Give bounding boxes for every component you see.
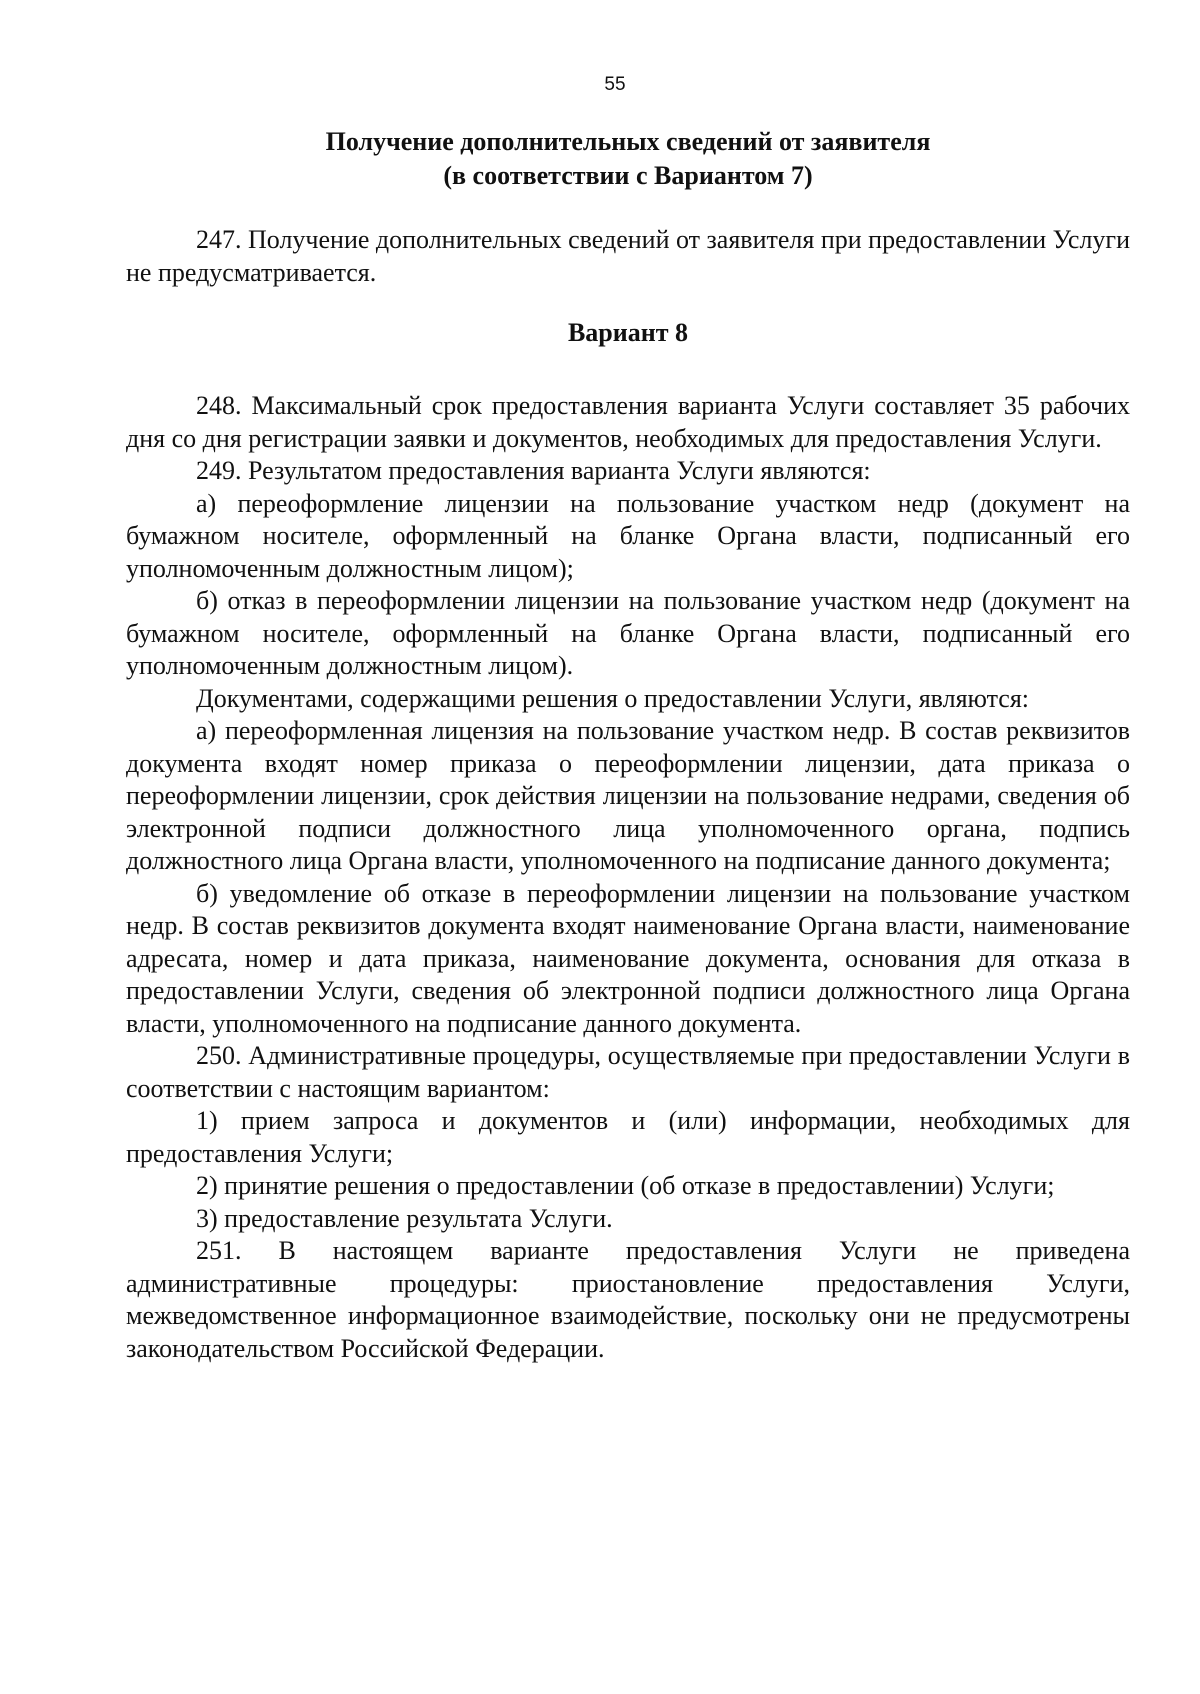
variant-heading: Вариант 8 [567,318,689,347]
paragraph-249: 249. Результатом предоставления варианта Услуги являются: [196,456,871,485]
page-number: 55 [604,74,626,95]
paragraph-247: 247. Получение дополнительных сведений от заявителя при предоставлении Услуги не предусматривается. [126,225,1130,287]
variant-8-body [126,390,1130,1365]
paragraph-documents: Документами, содержащими решения о предоставлении Услуги, являются: [196,683,1030,713]
paragraph-documents-a: а) переоформленная лицензия на пользование участком недр. В состав реквизитов документа входят номер приказа о переоформлении лицензии, дата приказа о переоформлении лицензии, срок действия лицензии на пользование недрами, сведения об электронной подписи должностного лица уполномоченного органа, подпись должностного лица Органа власти, уполномоченного на подписание данного документа; [126,716,1130,875]
paragraph-249-a: а) переоформление лицензии на пользование участком недр (документ на бумажном носителе, оформленный на бланке Органа власти, подписанный его уполномоченным должностным лицом); [126,488,1130,583]
section-heading [126,125,1130,193]
section-heading-line-1: Получение дополнительных сведений от заявителя [325,127,931,156]
paragraph-250: 250. Административные процедуры, осуществляемые при предоставлении Услуги в соответствии с настоящим вариантом: [126,1041,1130,1103]
paragraph-248: 248. Максимальный срок предоставления варианта Услуги составляет 35 рабочих дня со дня регистрации заявки и документов, необходимых для предоставления Услуги. [126,391,1130,453]
paragraph-251: 251. В настоящем варианте предоставления Услуги не приведена административные процедуры: приостановление предоставления Услуги, межведомственное информационное взаимодействие, поскольку они не предусмотрены законодательством Российской Федерации. [126,1236,1130,1363]
paragraph-250-1: 1) прием запроса и документов и (или) информации, необходимых для предоставления Услуги; [126,1106,1130,1168]
paragraph-250-2: 2) принятие решения о предоставлении (об отказе в предоставлении) Услуги; [196,1171,1055,1200]
paragraph-249-b: б) отказ в переоформлении лицензии на пользование участком недр (документ на бумажном носителе, оформленный на бланке Органа власти, подписанный его уполномоченным должностным лицом). [126,586,1130,680]
paragraph-250-3: 3) предоставление результата Услуги. [196,1203,613,1233]
paragraph-documents-b: б) уведомление об отказе в переоформлении лицензии на пользование участком недр. В состав реквизитов документа входят наименование Органа власти, наименование адресата, номер и дата приказа, наименование документа, основания для отказа в предоставлении Услуги, сведения об электронной подписи должностного лица Органа власти, уполномоченного на подписание данного документа. [126,878,1130,1038]
section-heading-line-2: (в соответствии с Вариантом 7) [443,161,813,190]
